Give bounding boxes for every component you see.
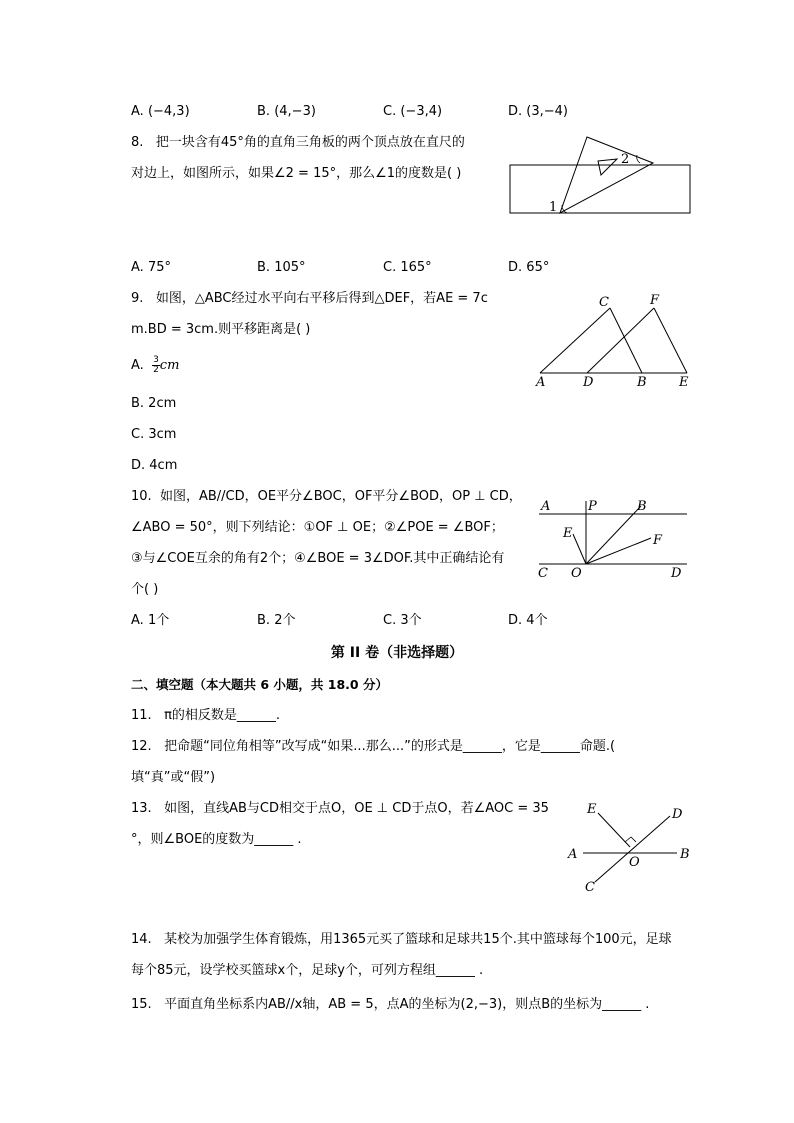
q9-option-d: D. 4cm (131, 458, 178, 473)
segment-DF (587, 308, 654, 373)
q10-line-3: ③与∠COE互余的角有2个；④∠BOE = 3∠DOF.其中正确结论有 (131, 551, 505, 566)
label-E: E (563, 526, 573, 541)
label-D: D (583, 375, 594, 390)
q10-line-1: 10. 如图，AB//CD，OE平分∠BOC，OF平分∠BOD，OP ⊥ CD， (131, 489, 522, 504)
segment-OE (573, 534, 586, 564)
q9-option-c: C. 3cm (131, 427, 177, 442)
q9-line-1: 9. 如图，△ABC经过水平向右平移后得到△DEF，若AE = 7c (131, 291, 488, 306)
q9-option-a: A. $\frac{3}{2}$ cm (131, 355, 180, 375)
q8-option-c: C. 165° (383, 260, 432, 275)
q10-option-b: B. 2个 (257, 613, 296, 628)
line-CD (595, 816, 670, 882)
q9-figure (532, 290, 697, 390)
label-B: B (637, 375, 647, 390)
label-E: E (679, 375, 689, 390)
label-A: A (541, 499, 551, 514)
segment-CB (610, 308, 642, 373)
label-C: C (538, 566, 548, 581)
label-O: O (629, 855, 640, 870)
q7-option-b: B. (4,−3) (257, 104, 316, 119)
fig-label-1: 1 (549, 200, 558, 215)
label-C: C (585, 880, 595, 895)
q7-option-c: C. (−3,4) (383, 104, 443, 119)
q10-line-4: 个( ) (131, 582, 159, 597)
label-C: C (599, 295, 609, 310)
label-B: B (637, 499, 647, 514)
label-B: B (680, 847, 690, 862)
label-A: A (536, 375, 546, 390)
label-O: O (571, 566, 582, 581)
segment-FE (654, 308, 687, 373)
q12-line-1: 12. 把命题“同位角相等”改写成“如果...那么...”的形式是______，它是______命题.( (131, 739, 616, 754)
label-A: A (568, 847, 578, 862)
section-2-title: 二、填空题（本大题共 6 小题，共 18.0 分） (131, 677, 388, 692)
segment-OB (586, 506, 641, 564)
q12-line-2: 填“真”或“假”) (131, 770, 216, 785)
q8-line-2: 对边上，如图所示，如果∠2 = 15°，那么∠1的度数是( ) (131, 166, 462, 181)
q9-option-b: B. 2cm (131, 396, 177, 411)
q11-text: 11. π的相反数是______. (131, 708, 281, 723)
q10-line-2: ∠ABO = 50°，则下列结论：①OF ⊥ OE；②∠POE = ∠BOF； (131, 520, 504, 535)
label-F: F (650, 293, 660, 308)
label-F: F (653, 533, 663, 548)
part-2-title: 第 II 卷（非选择题） (330, 645, 464, 661)
q8-option-b: B. 105° (257, 260, 306, 275)
segment-AC (540, 308, 610, 373)
label-D: D (671, 566, 682, 581)
q8-figure (505, 133, 695, 218)
fig-label-2: 2 (621, 152, 630, 167)
label-D: D (672, 807, 683, 822)
q9-line-2: m.BD = 3cm.则平移距离是( ) (131, 322, 311, 337)
label-P: P (588, 499, 597, 514)
q8-option-a: A. 75° (131, 260, 171, 275)
triangle-plate-hole (598, 159, 617, 175)
label-E: E (587, 802, 597, 817)
q14-line-2: 每个85元，设学校买篮球x个，足球y个，可列方程组______ . (131, 963, 484, 978)
q10-option-d: D. 4个 (508, 613, 548, 628)
q7-option-a: A. (−4,3) (131, 104, 190, 119)
q8-line-1: 8. 把一块含有45°角的直角三角板的两个顶点放在直尺的 (131, 135, 465, 150)
q13-line-2: °，则∠BOE的度数为______ . (131, 832, 302, 847)
triangle-plate (560, 137, 653, 213)
q15-text: 15. 平面直角坐标系内AB//x轴，AB = 5，点A的坐标为(2,−3)，则点B的坐标为______ . (131, 997, 650, 1012)
q10-option-a: A. 1个 (131, 613, 170, 628)
segment-OF (586, 538, 651, 564)
q13-line-1: 13. 如图，直线AB与CD相交于点O，OE ⊥ CD于点O，若∠AOC = 35 (131, 801, 549, 816)
angle-2-arc (637, 155, 640, 163)
fraction-three-halves: $\frac{3}{2}$ (153, 355, 159, 375)
q14-line-1: 14. 某校为加强学生体育锻炼，用1365元买了篮球和足球共15个.其中篮球每个100元，足球 (131, 932, 672, 947)
q10-option-c: C. 3个 (383, 613, 422, 628)
q13-figure (565, 800, 695, 895)
q8-option-d: D. 65° (508, 260, 550, 275)
right-angle-mark (625, 837, 636, 842)
q10-figure (535, 494, 695, 586)
q7-option-d: D. (3,−4) (508, 104, 569, 119)
